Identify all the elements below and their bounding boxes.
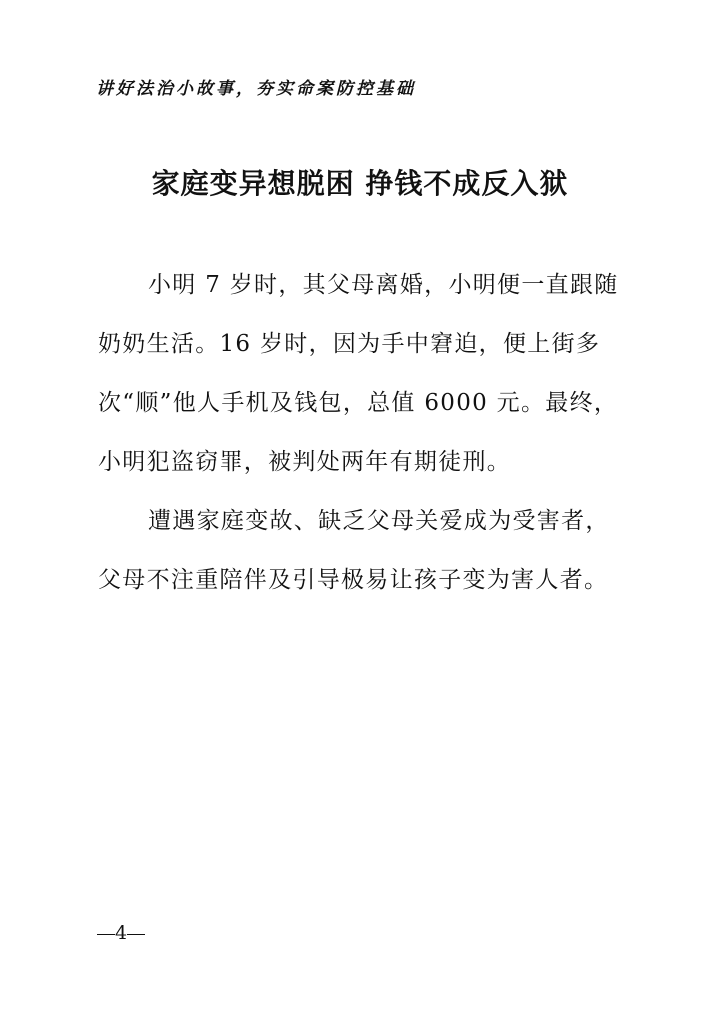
header-slogan: 讲好法治小故事，夯实命案防控基础: [96, 79, 416, 99]
paragraph-1: 小明 7 岁时，其父母离婚，小明便一直跟随奶奶生活。16 岁时，因为手中窘迫，便上街多次“顺”他人手机及钱包，总值 6000 元。最终，小明犯盗窃罪，被判处两年有期徒刑。: [98, 272, 619, 475]
page-number-left-dash: [97, 934, 115, 935]
article-title: 家庭变异想脱困 挣钱不成反入狱: [151, 167, 569, 200]
page-number-value: 4: [115, 922, 128, 944]
paragraph-2: 遭遇家庭变故、缺乏父母关爱成为受害者，父母不注重陪伴及引导极易让孩子变为害人者。: [98, 508, 610, 593]
page-number: [97, 922, 145, 944]
article-body: [98, 256, 626, 610]
page-number-right-dash: [127, 934, 145, 935]
